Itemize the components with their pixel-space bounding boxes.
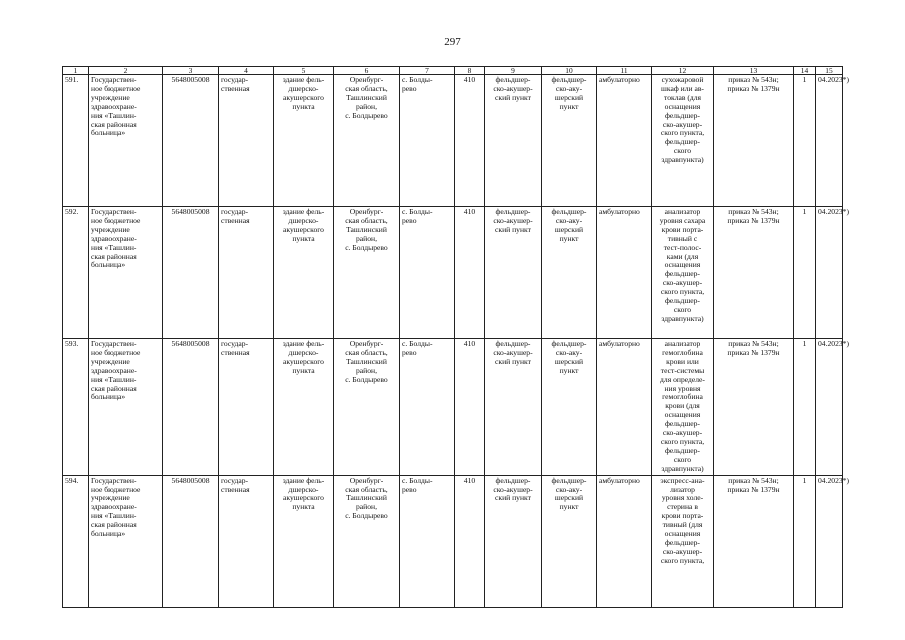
equipment-name-cell: анализатор гемоглобина крови или тест-системы для определе- ния уровня гемоглобина крови (для оснащения фельдшер- ско-акушер- ского пункта, фельдшер- ского здравпункта) bbox=[652, 339, 714, 476]
table-body bbox=[63, 75, 850, 608]
row-number-cell: 592. bbox=[63, 207, 89, 339]
unit-type-cell: фельдшер- ско-акушер- ский пункт bbox=[485, 339, 542, 476]
column-number-10: 10 bbox=[542, 67, 597, 75]
ownership-form-cell: государ- ственная bbox=[219, 475, 274, 607]
column-number-9: 9 bbox=[485, 67, 542, 75]
table-container bbox=[62, 66, 850, 566]
column-number-4: 4 bbox=[219, 67, 274, 75]
equipment-name-cell: анализатор уровня сахара крови порта- тивный с тест-полос- ками (для оснащения фельдшер- ско-акушер- ского пункта, фельдшер- ского здравпункта) bbox=[652, 207, 714, 339]
unit-subtype-cell: фельдшер- ско-аку- шерский пункт bbox=[542, 475, 597, 607]
address-cell: Оренбург- ская область, Ташлинский район, с. Болдырево bbox=[334, 339, 400, 476]
regulatory-order-cell: приказ № 543н; приказ № 1379н bbox=[714, 339, 794, 476]
locality-cell: с. Болды- рево bbox=[400, 75, 455, 207]
unit-subtype-cell: фельдшер- ско-аку- шерский пункт bbox=[542, 339, 597, 476]
organization-code-cell: 5648005008 bbox=[163, 339, 219, 476]
deadline-date-cell: 04.2023*) bbox=[816, 475, 843, 607]
building-type-cell: здание фель- дшерско- акушерского пункта bbox=[274, 75, 334, 207]
care-form-cell: амбулаторно bbox=[597, 339, 652, 476]
column-number-row bbox=[63, 67, 843, 75]
building-type-cell: здание фель- дшерско- акушерского пункта bbox=[274, 475, 334, 607]
organization-code-cell: 5648005008 bbox=[163, 207, 219, 339]
column-number-14: 14 bbox=[794, 67, 816, 75]
ownership-form-cell: государ- ственная bbox=[219, 339, 274, 476]
unit-type-cell: фельдшер- ско-акушер- ский пункт bbox=[485, 207, 542, 339]
building-type-cell: здание фель- дшерско- акушерского пункта bbox=[274, 207, 334, 339]
column-number-3: 3 bbox=[163, 67, 219, 75]
column-number-15: 15 bbox=[816, 67, 843, 75]
care-form-cell: амбулаторно bbox=[597, 475, 652, 607]
unit-code-cell: 410 bbox=[455, 75, 485, 207]
unit-code-cell: 410 bbox=[455, 339, 485, 476]
table-row bbox=[63, 207, 843, 339]
ownership-form-cell: государ- ственная bbox=[219, 207, 274, 339]
address-cell: Оренбург- ская область, Ташлинский район, с. Болдырево bbox=[334, 75, 400, 207]
unit-subtype-cell: фельдшер- ско-аку- шерский пункт bbox=[542, 75, 597, 207]
organization-name-cell: Государствен- ное бюджетное учреждение здравоохране- ния «Ташлин- ская районная больница» bbox=[89, 339, 163, 476]
column-number-2: 2 bbox=[89, 67, 163, 75]
equipment-name-cell: экспресс-ана- лизатор уровня холе- стерина в крови порта- тивный (для оснащения фельдшер- ско-акушер- ского пункта, bbox=[652, 475, 714, 607]
deadline-date-cell: 04.2023*) bbox=[816, 339, 843, 476]
column-number-5: 5 bbox=[274, 67, 334, 75]
organization-name-cell: Государствен- ное бюджетное учреждение здравоохране- ния «Ташлин- ская районная больница» bbox=[89, 207, 163, 339]
equipment-table bbox=[62, 66, 850, 608]
quantity-cell: 1 bbox=[794, 75, 816, 207]
organization-name-cell: Государствен- ное бюджетное учреждение здравоохране- ния «Ташлин- ская районная больница» bbox=[89, 475, 163, 607]
quantity-cell: 1 bbox=[794, 475, 816, 607]
row-number-cell: 593. bbox=[63, 339, 89, 476]
unit-code-cell: 410 bbox=[455, 475, 485, 607]
column-number-6: 6 bbox=[334, 67, 400, 75]
regulatory-order-cell: приказ № 543н; приказ № 1379н bbox=[714, 207, 794, 339]
quantity-cell: 1 bbox=[794, 339, 816, 476]
building-type-cell: здание фель- дшерско- акушерского пункта bbox=[274, 339, 334, 476]
row-number-cell: 591. bbox=[63, 75, 89, 207]
address-cell: Оренбург- ская область, Ташлинский район, с. Болдырево bbox=[334, 207, 400, 339]
column-number-7: 7 bbox=[400, 67, 455, 75]
organization-code-cell: 5648005008 bbox=[163, 75, 219, 207]
quantity-cell: 1 bbox=[794, 207, 816, 339]
column-number-12: 12 bbox=[652, 67, 714, 75]
regulatory-order-cell: приказ № 543н; приказ № 1379н bbox=[714, 75, 794, 207]
table-row bbox=[63, 475, 843, 607]
locality-cell: с. Болды- рево bbox=[400, 339, 455, 476]
address-cell: Оренбург- ская область, Ташлинский район, с. Болдырево bbox=[334, 475, 400, 607]
regulatory-order-cell: приказ № 543н; приказ № 1379н bbox=[714, 475, 794, 607]
unit-code-cell: 410 bbox=[455, 207, 485, 339]
row-number-cell: 594. bbox=[63, 475, 89, 607]
column-number-8: 8 bbox=[455, 67, 485, 75]
unit-subtype-cell: фельдшер- ско-аку- шерский пункт bbox=[542, 207, 597, 339]
table-row bbox=[63, 339, 843, 476]
locality-cell: с. Болды- рево bbox=[400, 207, 455, 339]
table-row bbox=[63, 75, 843, 207]
column-number-11: 11 bbox=[597, 67, 652, 75]
deadline-date-cell: 04.2023*) bbox=[816, 207, 843, 339]
page-number: 297 bbox=[444, 36, 461, 48]
organization-code-cell: 5648005008 bbox=[163, 475, 219, 607]
locality-cell: с. Болды- рево bbox=[400, 475, 455, 607]
unit-type-cell: фельдшер- ско-акушер- ский пункт bbox=[485, 75, 542, 207]
care-form-cell: амбулаторно bbox=[597, 75, 652, 207]
column-number-13: 13 bbox=[714, 67, 794, 75]
column-number-1: 1 bbox=[63, 67, 89, 75]
ownership-form-cell: государ- ственная bbox=[219, 75, 274, 207]
organization-name-cell: Государствен- ное бюджетное учреждение здравоохране- ния «Ташлин- ская районная больница» bbox=[89, 75, 163, 207]
equipment-name-cell: сухожаровой шкаф или ав- токлав (для оснащения фельдшер- ско-акушер- ского пункта, фельдшер- ского здравпункта) bbox=[652, 75, 714, 207]
deadline-date-cell: 04.2023*) bbox=[816, 75, 843, 207]
care-form-cell: амбулаторно bbox=[597, 207, 652, 339]
unit-type-cell: фельдшер- ско-акушер- ский пункт bbox=[485, 475, 542, 607]
